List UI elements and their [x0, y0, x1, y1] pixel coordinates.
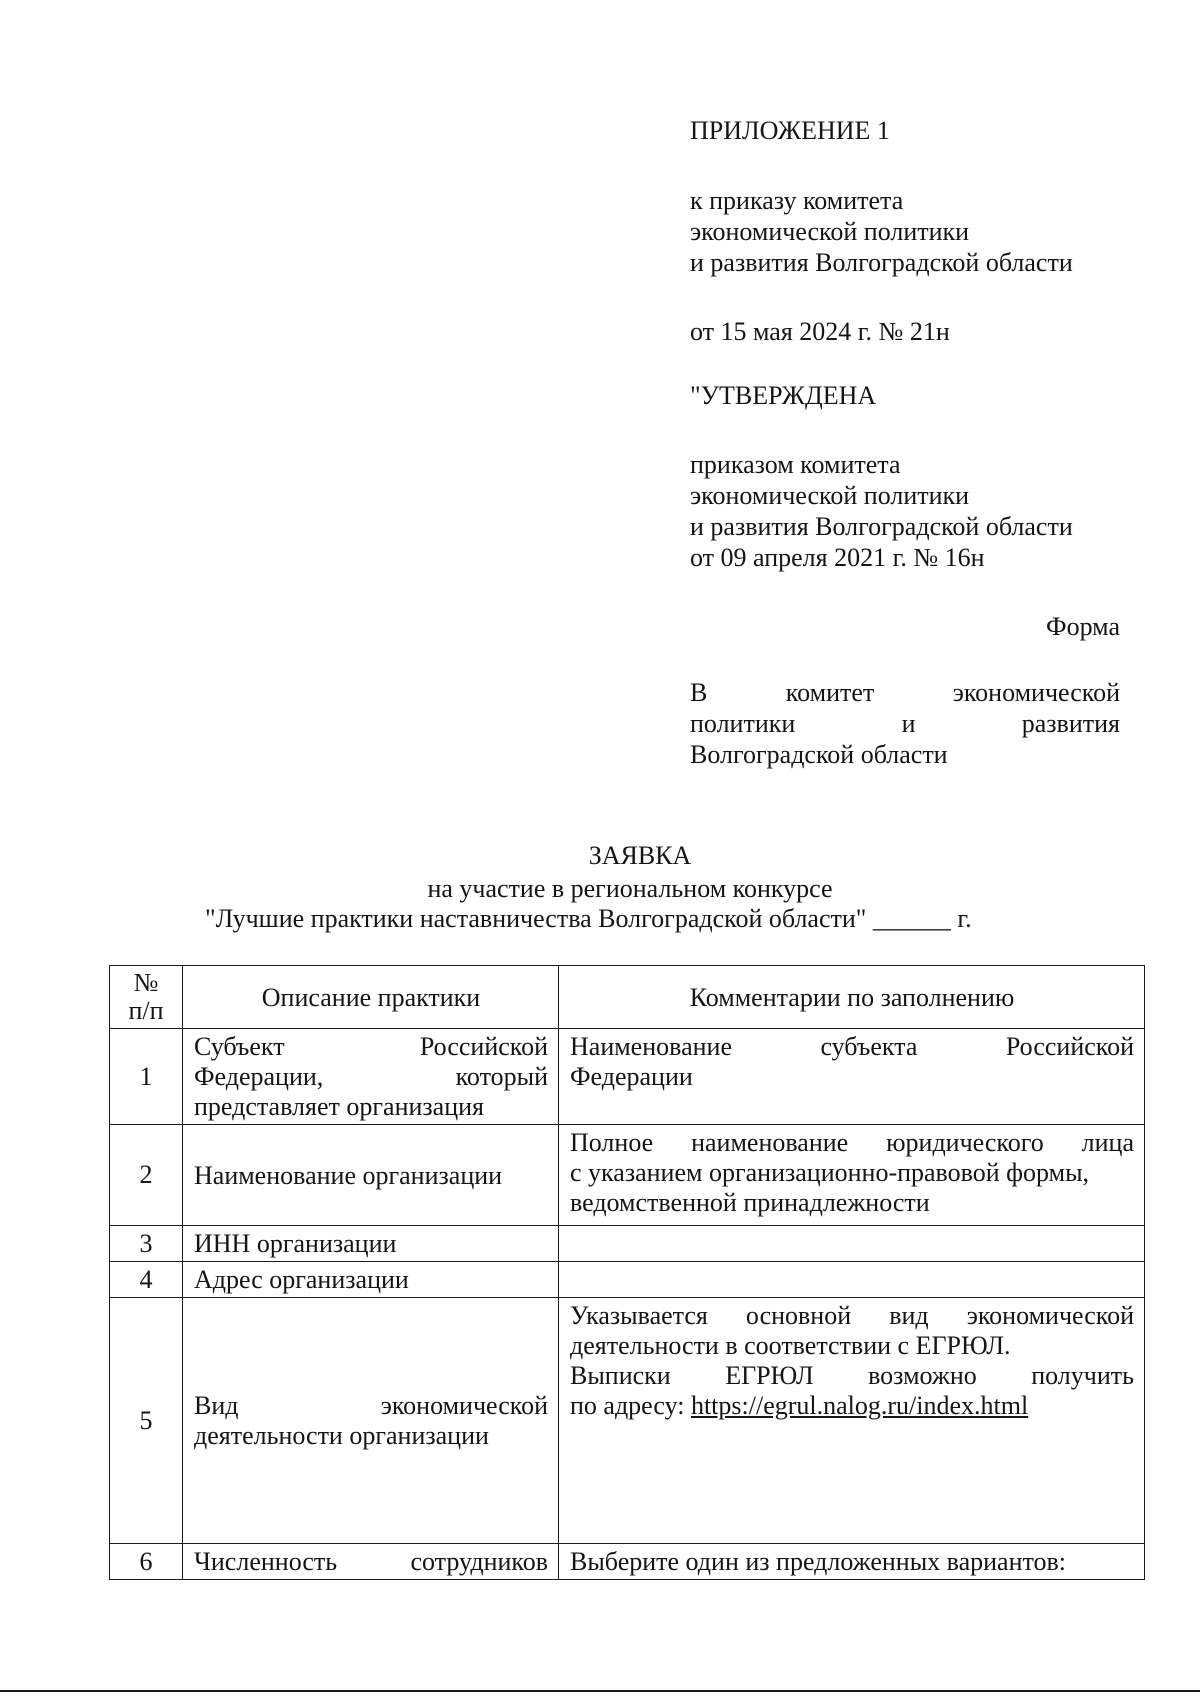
row-comment-cell	[559, 1298, 1145, 1544]
row-description-cell	[183, 1125, 559, 1226]
approved-by-line: от 09 апреля 2021 г. № 16н	[690, 543, 985, 572]
appendix-order-date	[690, 316, 950, 347]
approved-by-line: приказом комитета	[690, 450, 901, 479]
table-row	[110, 1226, 1145, 1262]
table-row	[110, 1029, 1145, 1125]
heading-line: "Лучшие практики наставничества Волгоградской области" ______ г.	[205, 904, 972, 933]
appendix-order-reference	[690, 185, 1073, 278]
header-description-cell: Описание практики	[183, 966, 559, 1029]
addressee-word: развития	[1021, 709, 1120, 738]
row-num-cell: 6	[110, 1544, 183, 1580]
row-comment-cell	[559, 1544, 1145, 1580]
cell-line: деятельности в соответствии с ЕГРЮЛ.	[570, 1331, 1011, 1360]
appendix-order-line: к приказу комитета	[690, 186, 904, 215]
cell-line: Адрес организации	[194, 1265, 409, 1294]
cell-line: деятельности организации	[194, 1421, 489, 1450]
form-text: Форма	[1046, 612, 1120, 641]
addressee-line	[690, 677, 1120, 708]
cell-line: с указанием организационно-правовой формы,	[570, 1158, 1090, 1187]
cell-line: Наименование организации	[194, 1160, 503, 1190]
table-row	[110, 1262, 1145, 1298]
cell-line: Выберите один из предложенных вариантов:	[570, 1547, 1067, 1576]
row-comment-cell	[559, 1262, 1145, 1298]
cell-line: Указывается основной вид экономической	[570, 1301, 1134, 1330]
appendix-order-line: и развития Волгоградской области	[690, 248, 1073, 277]
heading-competition	[205, 903, 972, 934]
addressee-line: Волгоградской области	[690, 740, 948, 769]
addressee-word: и	[901, 709, 916, 738]
cell-line: Вид экономической	[194, 1391, 548, 1420]
application-heading	[0, 840, 1200, 871]
form-label	[900, 611, 1120, 642]
application-table	[109, 965, 1145, 1580]
row-num-cell: 4	[110, 1262, 183, 1298]
addressee-line	[690, 708, 1120, 739]
cell-line: Субъект Российской	[194, 1032, 548, 1061]
row-description-cell	[183, 1544, 559, 1580]
cell-line: Наименование субъекта Российской	[570, 1032, 1134, 1061]
address-prefix: по адресу:	[570, 1391, 691, 1420]
cell-line: Выписки ЕГРЮЛ возможно получить	[570, 1361, 1134, 1390]
cell-line: Численность сотрудников	[194, 1547, 548, 1576]
table-row	[110, 1298, 1145, 1544]
approved-by-line: экономической политики	[690, 481, 970, 510]
heading-title: ЗАЯВКА	[588, 841, 692, 870]
addressee-word: экономической	[952, 678, 1120, 707]
egrul-link[interactable]: https://egrul.nalog.ru/index.html	[690, 1391, 1029, 1420]
row-description-cell	[183, 1226, 559, 1262]
row-num-cell: 5	[110, 1298, 183, 1544]
header-num-symbol: №	[133, 968, 159, 997]
appendix-title: ПРИЛОЖЕНИЕ 1	[690, 116, 890, 145]
row-description-cell	[183, 1029, 559, 1125]
appendix-block	[690, 115, 890, 146]
cell-line: Полное наименование юридического лица	[570, 1128, 1134, 1157]
heading-line: на участие в региональном конкурсе	[427, 874, 833, 903]
row-num-cell: 3	[110, 1226, 183, 1262]
approved-by-line: и развития Волгоградской области	[690, 512, 1073, 541]
header-num-label: п/п	[128, 996, 164, 1025]
row-comment-cell	[559, 1226, 1145, 1262]
order-date-text: от 15 мая 2024 г. № 21н	[690, 317, 950, 346]
cell-line-with-link	[570, 1391, 1134, 1421]
cell-line: Федерации	[570, 1062, 693, 1091]
row-num-cell: 2	[110, 1125, 183, 1226]
row-num-cell: 1	[110, 1029, 183, 1125]
row-description-cell	[183, 1298, 559, 1544]
table-header-row	[110, 966, 1145, 1029]
page-bottom-rule	[0, 1690, 1200, 1692]
header-num-cell	[110, 966, 183, 1029]
approved-by-block	[690, 449, 1073, 573]
table-row	[110, 1125, 1145, 1226]
heading-subtitle	[0, 873, 1200, 904]
cell-line: представляет организация	[194, 1092, 484, 1121]
appendix-order-line: экономической политики	[690, 217, 970, 246]
row-comment-cell	[559, 1125, 1145, 1226]
addressee-block	[690, 677, 1120, 770]
header-comment-cell: Комментарии по заполнению	[559, 966, 1145, 1029]
addressee-word: комитет	[785, 678, 875, 707]
cell-line: ведомственной принадлежности	[570, 1188, 930, 1217]
addressee-word: В	[690, 678, 708, 707]
cell-line: Федерации, который	[194, 1062, 548, 1091]
row-description-cell	[183, 1262, 559, 1298]
cell-line: ИНН организации	[194, 1229, 397, 1258]
row-comment-cell	[559, 1029, 1145, 1125]
approved-text: "УТВЕРЖДЕНА	[690, 381, 877, 410]
approved-label	[690, 380, 876, 411]
addressee-word: политики	[690, 709, 796, 738]
table-row	[110, 1544, 1145, 1580]
